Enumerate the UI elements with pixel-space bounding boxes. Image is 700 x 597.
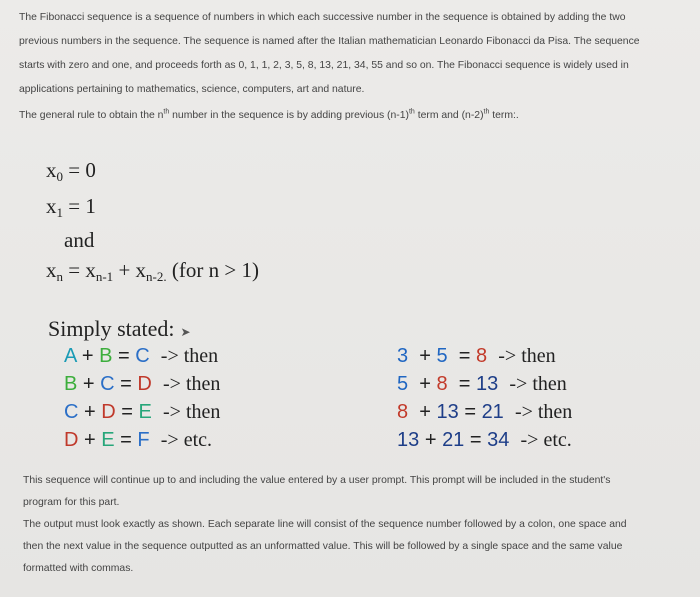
instruction-line: then the next value in the sequence outputted as an unformatted value. This will be followed by a single space and the same value: [23, 541, 623, 552]
subscript: 1: [56, 205, 63, 220]
letter-row: [64, 370, 220, 398]
rule-part: The general rule to obtain the n: [19, 110, 164, 121]
term: 34: [487, 429, 510, 451]
term: 8: [476, 345, 488, 367]
simply-label: Simply stated:: [48, 316, 175, 341]
instruction-line: program for this part.: [23, 497, 120, 508]
term: D: [137, 373, 152, 395]
term: C: [100, 373, 115, 395]
plus-sign: +: [419, 401, 431, 423]
row-tail: -> etc.: [160, 429, 213, 451]
equals-sign: =: [458, 345, 471, 367]
equals-sign: =: [121, 401, 133, 423]
instruction-line: formatted with commas.: [23, 563, 134, 574]
term: F: [137, 429, 150, 451]
intro-line: applications pertaining to mathematics, science, computers, art and nature.: [19, 84, 365, 95]
term: 21: [442, 429, 465, 451]
term: 8: [436, 373, 448, 395]
equals-sign: =: [458, 373, 471, 395]
term: C: [135, 345, 150, 367]
superscript: th: [483, 108, 490, 116]
row-tail: -> then: [514, 401, 573, 423]
term: 5: [397, 373, 409, 395]
term: 5: [436, 345, 448, 367]
term: E: [101, 429, 115, 451]
row-tail: -> then: [163, 401, 221, 423]
equation-x0: [46, 158, 96, 183]
plus-sign: +: [419, 345, 431, 367]
term: 13: [397, 429, 420, 451]
number-row: [397, 426, 572, 454]
equation-rhs: = x: [63, 258, 96, 282]
term: 21: [481, 401, 504, 423]
simply-stated-heading: [48, 316, 191, 342]
subscript: 0: [56, 169, 63, 184]
term: C: [64, 401, 79, 423]
intro-paragraph: [19, 6, 679, 102]
rule-part: term and (n-2): [414, 110, 484, 121]
number-row: [397, 370, 572, 398]
subscript: n: [56, 269, 63, 284]
term: E: [138, 401, 152, 423]
equation-x1: [46, 194, 96, 219]
equals-sign: =: [469, 429, 482, 451]
term: 8: [397, 401, 409, 423]
term: 13: [476, 373, 499, 395]
plus-sign: +: [424, 429, 437, 451]
cursor-arrow-icon: ➤: [180, 325, 191, 339]
number-row: [397, 342, 572, 370]
letter-pattern: [64, 342, 220, 454]
subscript: n-1: [95, 269, 114, 284]
intro-line: previous numbers in the sequence. The sequence is named after the Italian mathematician Leonardo Fibonacci da Pisa. The sequence: [19, 36, 640, 47]
rule-part: term:.: [489, 110, 519, 121]
equals-sign: =: [120, 429, 132, 451]
plus-sign: +: [81, 345, 94, 367]
row-tail: -> etc.: [520, 429, 572, 451]
var: x: [46, 158, 57, 182]
plus-sign: +: [84, 401, 96, 423]
intro-line: starts with zero and one, and proceeds forth as 0, 1, 1, 2, 3, 5, 8, 13, 21, 34, 55 and so on. The Fibonacci sequence is widely used in: [19, 60, 629, 71]
letter-row: [64, 426, 220, 454]
instructions-paragraph: [23, 470, 683, 580]
intro-line: The Fibonacci sequence is a sequence of numbers in which each successive number in the sequence is obtained by adding the two: [19, 12, 626, 23]
term: D: [64, 429, 79, 451]
equals-sign: =: [120, 373, 132, 395]
equation-rhs: = 0: [63, 158, 96, 182]
plus-term: + x: [113, 258, 147, 282]
term: D: [101, 401, 116, 423]
number-row: [397, 398, 572, 426]
superscript: th: [163, 108, 170, 116]
number-pattern: [397, 342, 572, 454]
equation-rhs: = 1: [63, 194, 96, 218]
equation-xn: [46, 258, 259, 283]
row-tail: -> then: [498, 345, 556, 367]
equals-sign: =: [117, 345, 130, 367]
instruction-line: The output must look exactly as shown. Each separate line will consist of the sequence number followed by a colon, one space and: [23, 519, 627, 530]
row-tail: -> then: [163, 373, 221, 395]
equals-sign: =: [464, 401, 476, 423]
general-rule-text: [19, 106, 679, 126]
rule-part: number in the sequence is by adding previous (n-1): [169, 110, 409, 121]
letter-row: [64, 342, 220, 370]
and-word: and: [64, 228, 95, 252]
row-tail: -> then: [509, 373, 567, 395]
instruction-line: This sequence will continue up to and including the value entered by a user prompt. This prompt will be included in the student's: [23, 475, 611, 486]
condition: (for n > 1): [166, 258, 259, 282]
term: A: [64, 345, 77, 367]
superscript: th: [408, 108, 415, 116]
term: 13: [436, 401, 459, 423]
row-tail: -> then: [160, 345, 219, 367]
var: x: [46, 258, 57, 282]
term: 3: [397, 345, 409, 367]
term: B: [99, 345, 113, 367]
plus-sign: +: [84, 429, 96, 451]
letter-row: [64, 398, 220, 426]
term: B: [64, 373, 78, 395]
var: x: [46, 194, 57, 218]
subscript: n-2.: [146, 269, 167, 284]
plus-sign: +: [419, 373, 431, 395]
plus-sign: +: [82, 373, 95, 395]
